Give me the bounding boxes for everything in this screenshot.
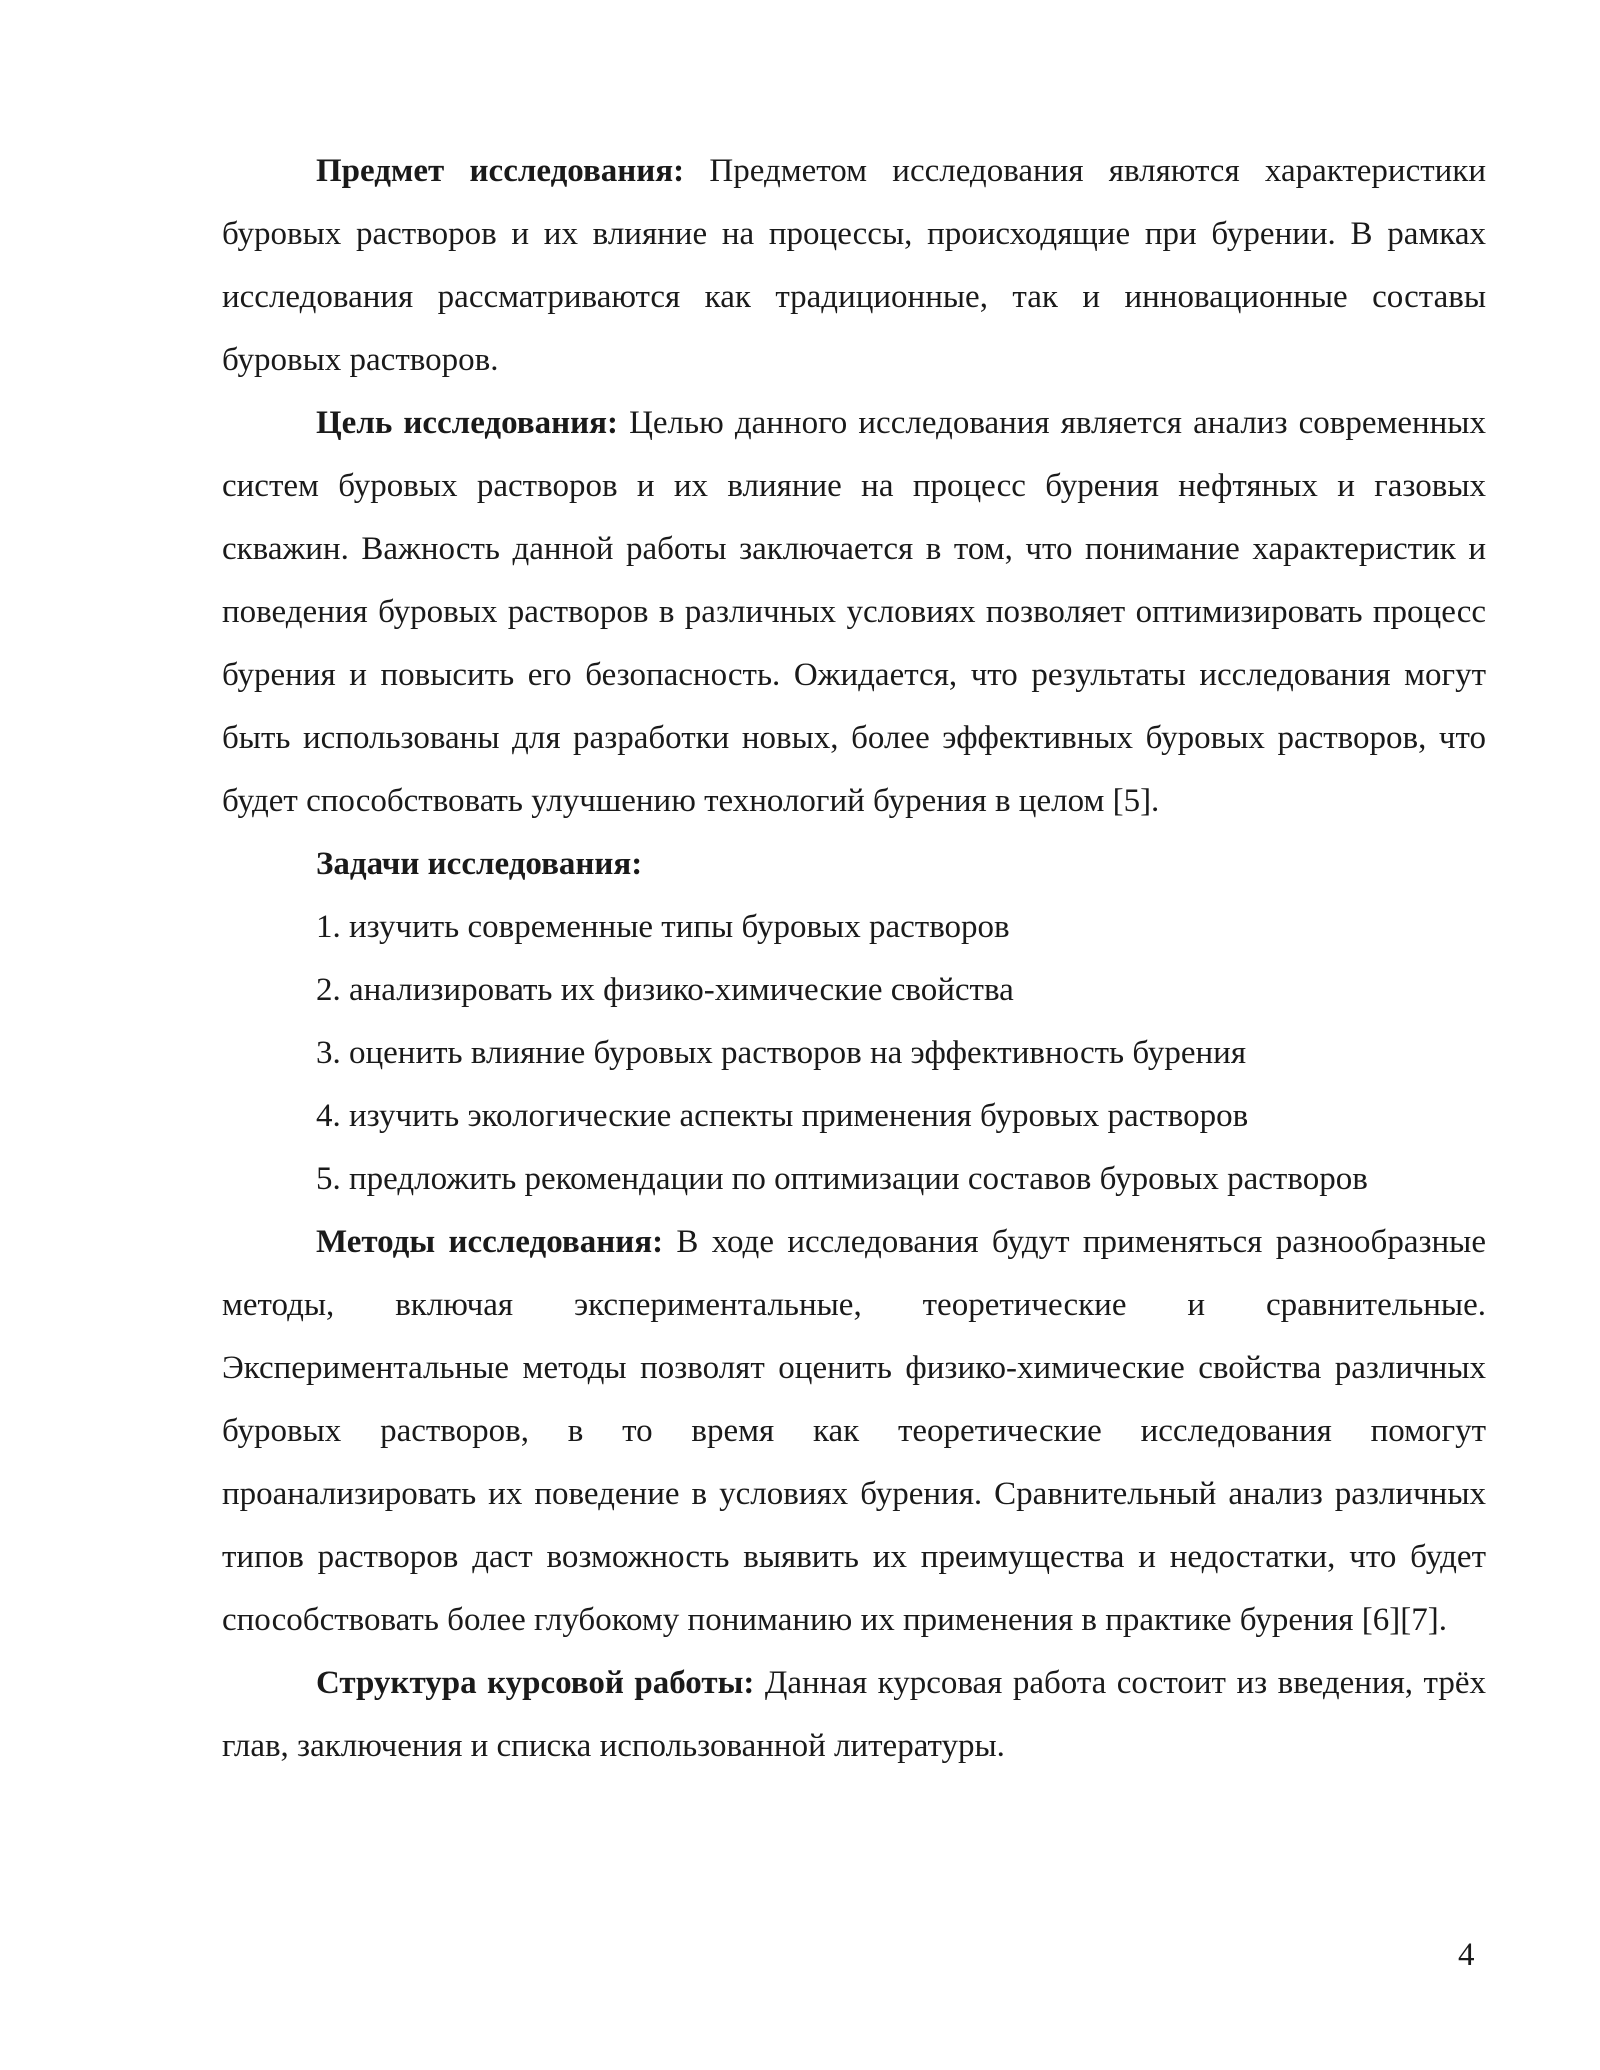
task-item: 1. изучить современные типы буровых растворов xyxy=(316,909,1010,945)
structure-paragraph xyxy=(222,1652,1486,1778)
goal-paragraph xyxy=(222,392,1486,833)
subject-heading: Предмет исследования: xyxy=(316,153,685,189)
subject-text: Предметом исследования являются характеристики буровых растворов и их влияние на процессы, происходящие при бурении. В рамках исследования рассматриваются как традиционные, так и инновационные составы буровых растворов. xyxy=(222,153,1486,378)
structure-text: Данная курсовая работа состоит из введения, трёх глав, заключения и списка использованной литературы. xyxy=(222,1665,1486,1764)
goal-text: Целью данного исследования является анализ современных систем буровых растворов и их влияние на процесс бурения нефтяных и газовых скважин. Важность данной работы заключается в том, что понимание характеристик и поведения буровых растворов в различных условиях позволяет оптимизировать процесс бурения и повысить его безопасность. Ожидается, что результаты исследования могут быть использованы для разработки новых, более эффективных буровых растворов, что будет способствовать улучшению технологий бурения в целом [5]. xyxy=(222,405,1486,819)
methods-text: В ходе исследования будут применяться разнообразные методы, включая экспериментальные, теоретические и сравнительные. Экспериментальные методы позволят оценить физико-химические свойства различных буровых растворов, в то время как теоретические исследования помогут проанализировать их поведение в условиях бурения. Сравнительный анализ различных типов растворов даст возможность выявить их преимущества и недостатки, что будет способствовать более глубокому пониманию их применения в практике бурения [6][7]. xyxy=(222,1224,1486,1638)
structure-heading: Структура курсовой работы: xyxy=(316,1665,755,1701)
tasks-heading: Задачи исследования: xyxy=(316,846,643,882)
tasks-list xyxy=(222,896,1486,1211)
task-item: 5. предложить рекомендации по оптимизации составов буровых растворов xyxy=(316,1161,1368,1197)
subject-paragraph xyxy=(222,140,1486,392)
goal-heading: Цель исследования: xyxy=(316,405,618,441)
task-item: 2. анализировать их физико-химические свойства xyxy=(316,972,1014,1008)
task-item: 4. изучить экологические аспекты применения буровых растворов xyxy=(316,1098,1249,1134)
methods-paragraph xyxy=(222,1211,1486,1652)
document-page xyxy=(222,140,1486,1778)
task-item: 3. оценить влияние буровых растворов на эффективность бурения xyxy=(316,1035,1246,1071)
methods-heading: Методы исследования: xyxy=(316,1224,664,1260)
page-number: 4 xyxy=(1458,1937,1475,1973)
